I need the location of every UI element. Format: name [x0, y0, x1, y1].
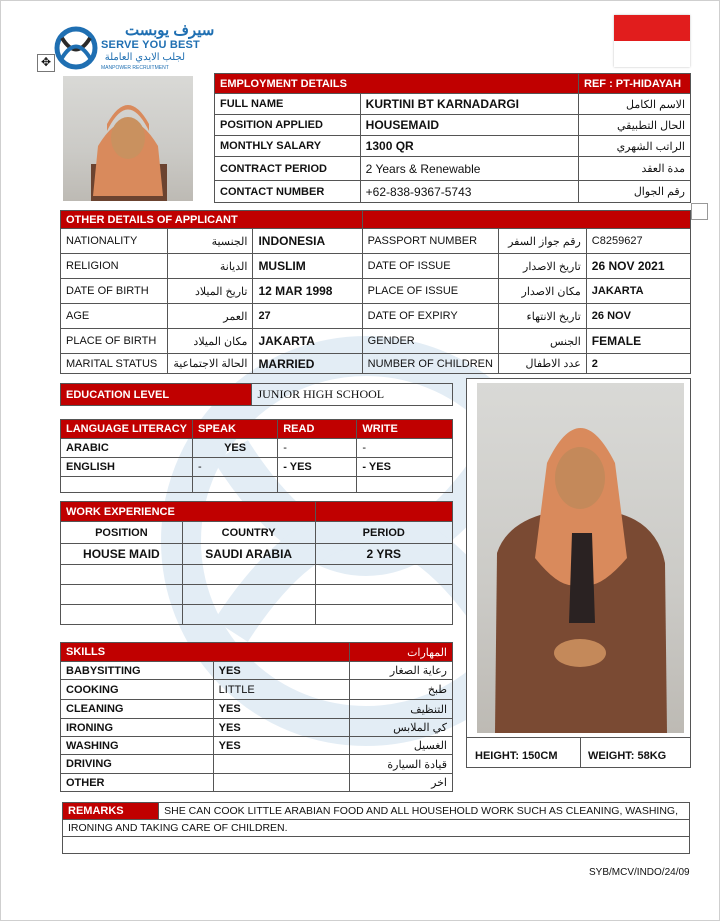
- work-col-header: COUNTRY: [182, 522, 315, 544]
- lang-cell: -: [278, 439, 357, 458]
- work-header: WORK EXPERIENCE: [61, 502, 316, 522]
- lang-header: SPEAK: [193, 420, 278, 439]
- brand-logo: [53, 21, 243, 77]
- skill-value: [213, 774, 350, 792]
- other-details-header-blank: [362, 211, 690, 229]
- employment-ref: REF : PT-HIDAYAH: [579, 74, 691, 94]
- lang-cell: ENGLISH: [61, 458, 193, 477]
- lang-cell-empty: [357, 477, 453, 493]
- other-value: JAKARTA: [586, 279, 690, 304]
- other-arabic: العمر: [168, 304, 253, 329]
- skill-arabic: كي الملابس: [350, 719, 453, 737]
- skill-label: CLEANING: [61, 700, 214, 719]
- language-table: [60, 419, 453, 493]
- skill-label: DRIVING: [61, 755, 214, 774]
- height-label: HEIGHT: 150CM: [475, 750, 558, 762]
- work-header-blank: [315, 502, 452, 522]
- lang-cell-empty: [61, 477, 193, 493]
- lang-cell-empty: [278, 477, 357, 493]
- skill-label: OTHER: [61, 774, 214, 792]
- other-arabic: الجنسية: [168, 229, 253, 254]
- brand-arabic-sub: لجلب الايدي العاملة: [104, 52, 185, 63]
- other-label: NUMBER OF CHILDREN: [362, 354, 498, 374]
- remarks-label: REMARKS: [63, 803, 159, 820]
- other-label: PLACE OF ISSUE: [362, 279, 498, 304]
- other-label: NATIONALITY: [61, 229, 168, 254]
- work-cell-empty: [315, 585, 452, 605]
- other-arabic: مكان الميلاد: [168, 329, 253, 354]
- emp-arabic: مدة العقد: [579, 157, 691, 181]
- other-arabic: رقم جواز السفر: [498, 229, 586, 254]
- work-cell-empty: [61, 605, 183, 625]
- emp-label: FULL NAME: [215, 94, 361, 115]
- skill-arabic: قيادة السيارة: [350, 755, 453, 774]
- footer-code: SYB/MCV/INDO/24/09: [589, 867, 690, 878]
- emp-value: HOUSEMAID: [360, 115, 578, 136]
- emp-arabic: الاسم الكامل: [579, 94, 691, 115]
- emp-value: +62-838-9367-5743: [360, 181, 578, 203]
- indonesia-flag: [614, 15, 690, 67]
- other-value: 2: [586, 354, 690, 374]
- other-value: INDONESIA: [253, 229, 362, 254]
- remarks-empty: [63, 837, 690, 854]
- skill-value: YES: [213, 700, 350, 719]
- skill-value: YES: [213, 719, 350, 737]
- other-arabic: عدد الاطفال: [498, 354, 586, 374]
- emp-arabic: الراتب الشهري: [579, 136, 691, 157]
- skill-label: BABYSITTING: [61, 662, 214, 680]
- work-experience-table: [60, 501, 453, 625]
- remarks-line1: SHE CAN COOK LITTLE ARABIAN FOOD AND ALL HOUSEHOLD WORK SUCH AS CLEANING, WASHING,: [159, 803, 690, 820]
- skill-label: COOKING: [61, 680, 214, 700]
- work-cell: HOUSE MAID: [61, 544, 183, 565]
- skill-value: LITTLE: [213, 680, 350, 700]
- other-label: DATE OF ISSUE: [362, 254, 498, 279]
- brand-sub: MANPOWER RECRUITMENT: [101, 65, 169, 71]
- other-arabic: تاريخ الانتهاء: [498, 304, 586, 329]
- other-value: 26 NOV: [586, 304, 690, 329]
- work-cell-empty: [61, 565, 183, 585]
- other-arabic: الحالة الاجتماعية: [168, 354, 253, 374]
- emp-label: POSITION APPLIED: [215, 115, 361, 136]
- brand-name: SERVE YOU BEST: [101, 39, 200, 51]
- other-value: C8259627: [586, 229, 690, 254]
- other-label: PASSPORT NUMBER: [362, 229, 498, 254]
- move-handle-icon[interactable]: ✥: [37, 54, 55, 72]
- other-value: FEMALE: [586, 329, 690, 354]
- work-cell: 2 YRS: [315, 544, 452, 565]
- skills-table: [60, 642, 453, 792]
- skill-arabic: التنظيف: [350, 700, 453, 719]
- other-arabic: تاريخ الاصدار: [498, 254, 586, 279]
- other-label: DATE OF EXPIRY: [362, 304, 498, 329]
- applicant-photo-large: [477, 383, 684, 733]
- lang-cell: ARABIC: [61, 439, 193, 458]
- remarks-table: [62, 802, 690, 854]
- skill-arabic: طبخ: [350, 680, 453, 700]
- education-value: JUNIOR HIGH SCHOOL: [252, 384, 453, 406]
- lang-cell: - YES: [357, 458, 453, 477]
- work-cell-empty: [182, 585, 315, 605]
- education-table: [60, 383, 453, 406]
- large-photo-frame: [466, 378, 691, 768]
- work-col-header: POSITION: [61, 522, 183, 544]
- skill-label: IRONING: [61, 719, 214, 737]
- skills-header: SKILLS: [61, 643, 350, 662]
- emp-label: MONTHLY SALARY: [215, 136, 361, 157]
- skills-header-arabic: المهارات: [350, 643, 453, 662]
- emp-value: KURTINI BT KARNADARGI: [360, 94, 578, 115]
- other-label: MARITAL STATUS: [61, 354, 168, 374]
- skill-value: [213, 755, 350, 774]
- emp-label: CONTRACT PERIOD: [215, 157, 361, 181]
- other-value: MUSLIM: [253, 254, 362, 279]
- other-label: DATE OF BIRTH: [61, 279, 168, 304]
- lang-cell: YES: [193, 439, 278, 458]
- lang-cell: - YES: [278, 458, 357, 477]
- other-details-header: OTHER DETAILS OF APPLICANT: [61, 211, 363, 229]
- work-cell-empty: [182, 565, 315, 585]
- emp-label: CONTACT NUMBER: [215, 181, 361, 203]
- other-value: JAKARTA: [253, 329, 362, 354]
- emp-arabic: رقم الجوال: [579, 181, 691, 203]
- other-arabic: الديانة: [168, 254, 253, 279]
- lang-cell-empty: [193, 477, 278, 493]
- employment-table: [214, 73, 691, 203]
- education-label: EDUCATION LEVEL: [61, 384, 252, 406]
- checkbox-marker[interactable]: [691, 203, 708, 220]
- other-value: 12 MAR 1998: [253, 279, 362, 304]
- emp-value: 1300 QR: [360, 136, 578, 157]
- other-label: GENDER: [362, 329, 498, 354]
- other-label: AGE: [61, 304, 168, 329]
- other-label: RELIGION: [61, 254, 168, 279]
- skill-arabic: الغسيل: [350, 737, 453, 755]
- emp-value: 2 Years & Renewable: [360, 157, 578, 181]
- work-cell-empty: [182, 605, 315, 625]
- lang-header: WRITE: [357, 420, 453, 439]
- work-cell: SAUDI ARABIA: [182, 544, 315, 565]
- skill-value: YES: [213, 737, 350, 755]
- lang-cell: -: [193, 458, 278, 477]
- lang-cell: -: [357, 439, 453, 458]
- skill-label: WASHING: [61, 737, 214, 755]
- other-value: MARRIED: [253, 354, 362, 374]
- other-arabic: تاريخ الميلاد: [168, 279, 253, 304]
- lang-header: LANGUAGE LITERACY: [61, 420, 193, 439]
- work-col-header: PERIOD: [315, 522, 452, 544]
- other-details-table: [60, 210, 691, 374]
- other-arabic: مكان الاصدار: [498, 279, 586, 304]
- brand-logo-icon: [53, 25, 99, 71]
- remarks-line2: IRONING AND TAKING CARE OF CHILDREN.: [63, 820, 690, 837]
- other-value: 27: [253, 304, 362, 329]
- work-cell-empty: [315, 565, 452, 585]
- emp-arabic: الحال التطبيقي: [579, 115, 691, 136]
- applicant-photo-small: [63, 76, 193, 201]
- brand-arabic: سيرف يوبست: [125, 22, 215, 39]
- work-cell-empty: [61, 585, 183, 605]
- other-arabic: الجنس: [498, 329, 586, 354]
- weight-label: WEIGHT: 58KG: [588, 750, 667, 762]
- skill-arabic: اخر: [350, 774, 453, 792]
- other-value: 26 NOV 2021: [586, 254, 690, 279]
- skill-arabic: رعاية الصغار: [350, 662, 453, 680]
- employment-header: EMPLOYMENT DETAILS: [215, 74, 579, 94]
- other-label: PLACE OF BIRTH: [61, 329, 168, 354]
- work-cell-empty: [315, 605, 452, 625]
- skill-value: YES: [213, 662, 350, 680]
- lang-header: READ: [278, 420, 357, 439]
